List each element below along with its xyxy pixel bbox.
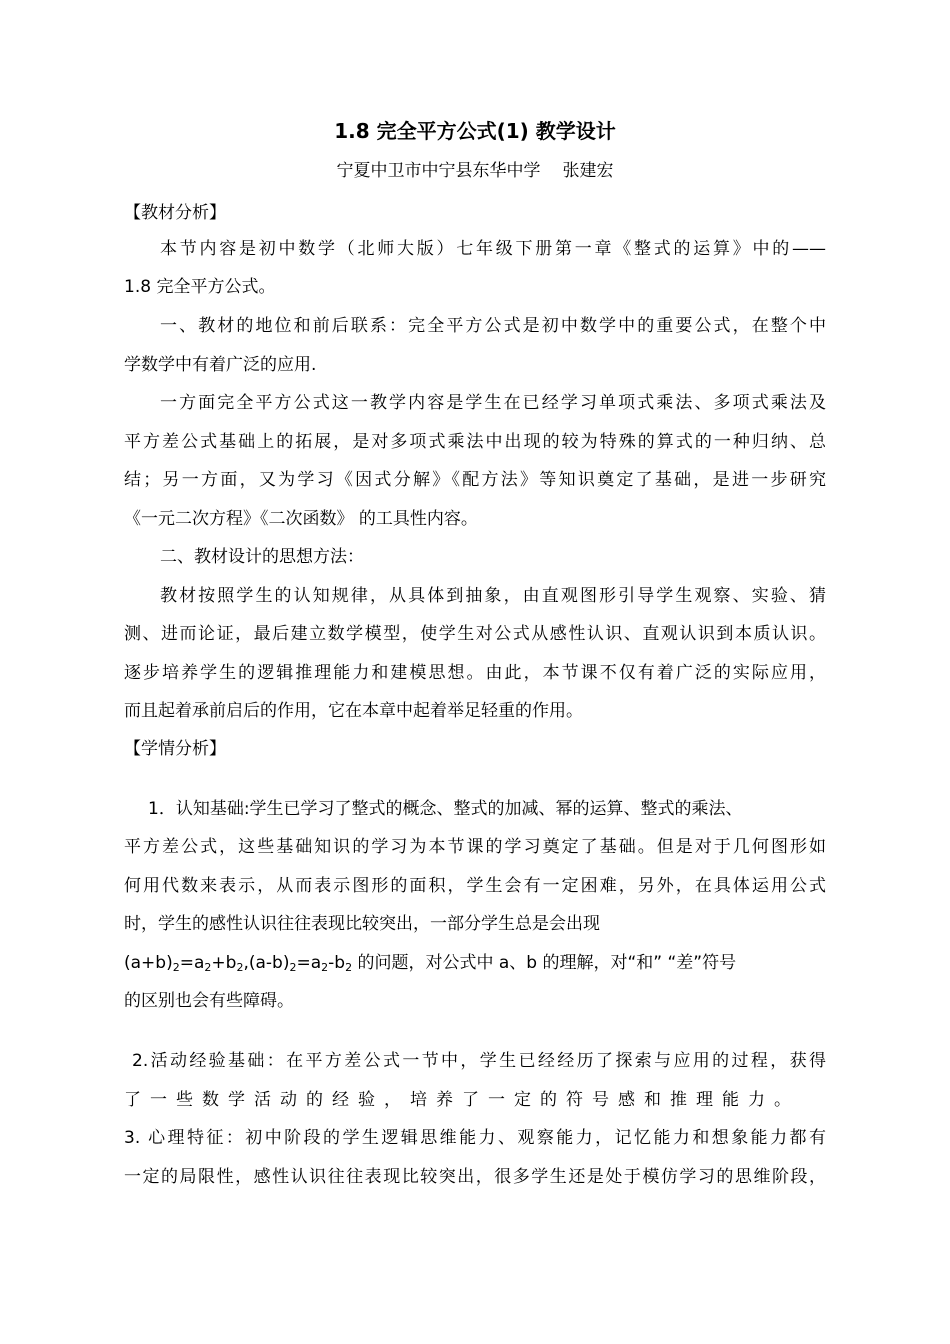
formula-text: -b xyxy=(328,953,346,973)
formula-subscript: 2 xyxy=(345,961,353,974)
paragraph-line: 3. 心理特征：初中阶段的学生逻辑思维能力、观察能力，记忆能力和想象能力都有 xyxy=(124,1128,826,1148)
paragraph-line: 而且起着承前启后的作用，它在本章中起着举足轻重的作用。 xyxy=(124,701,583,721)
formula-text: =a xyxy=(296,953,322,973)
author-school: 宁夏中卫市中宁县东华中学 xyxy=(336,161,541,181)
paragraph-line: 时，学生的感性认识往往表现比较突出，一部分学生总是会出现 xyxy=(124,914,600,934)
paragraph-line: 了一些数学活动的经验，培养了一定的符号感和推理能力。 xyxy=(124,1090,800,1110)
formula-subscript: 2 xyxy=(172,961,180,974)
paragraph-line: 2.活动经验基础：在平方差公式一节中，学生已经经历了探索与应用的过程，获得 xyxy=(132,1051,826,1071)
paragraph-line: 逐步培养学生的逻辑推理能力和建模思想。由此，本节课不仅有着广泛的实际应用， xyxy=(124,663,826,683)
formula-text: ,(a-b) xyxy=(243,953,290,973)
paragraph-line: 《一元二次方程》《二次函数》 的工具性内容。 xyxy=(124,509,478,529)
formula-text: 的问题，对公式中 a、b 的理解，对“和” “差”符号 xyxy=(352,953,737,973)
paragraph-line: 平方差公式，这些基础知识的学习为本节课的学习奠定了基础。但是对于几何图形如 xyxy=(124,837,826,857)
paragraph-line: 平方差公式基础上的拓展，是对多项式乘法中出现的较为特殊的算式的一种归纳、总 xyxy=(124,432,826,452)
formula-subscript: 2 xyxy=(321,961,329,974)
paragraph-line: 本节内容是初中数学（北师大版）七年级下册第一章《整式的运算》中的—— xyxy=(160,239,826,259)
paragraph-line: 1．认知基础:学生已学习了整式的概念、整式的加减、幂的运算、整式的乘法、 xyxy=(148,799,743,819)
paragraph-line: 一方面完全平方公式这一教学内容是学生在已经学习单项式乘法、多项式乘法及 xyxy=(160,393,826,413)
formula-subscript: 2 xyxy=(236,961,244,974)
document-title: 1.8 完全平方公式(1) 教学设计 xyxy=(334,119,616,143)
formula-text: +b xyxy=(211,953,237,973)
paragraph-line: 学数学中有着广泛的应用. xyxy=(124,355,317,375)
formula-line xyxy=(124,949,826,977)
paragraph-line: 1.8 完全平方公式。 xyxy=(124,277,276,297)
paragraph-line: 一、教材的地位和前后联系：完全平方公式是初中数学中的重要公式，在整个中 xyxy=(160,316,826,336)
formula-text: (a+b) xyxy=(124,953,173,973)
formula-subscript: 2 xyxy=(204,961,212,974)
paragraph-line: 测、进而论证，最后建立数学模型，使学生对公式从感性认识、直观认识到本质认识。 xyxy=(124,624,826,644)
author-line xyxy=(0,157,950,185)
paragraph-line: 一定的局限性，感性认识往往表现比较突出，很多学生还是处于模仿学习的思维阶段， xyxy=(124,1167,826,1187)
paragraph-line: 结；另一方面，又为学习《因式分解》《配方法》等知识奠定了基础，是进一步研究 xyxy=(124,470,826,490)
paragraph-line: 何用代数来表示，从而表示图形的面积，学生会有一定困难，另外，在具体运用公式 xyxy=(124,876,826,896)
author-name: 张建宏 xyxy=(562,161,614,181)
formula-text: =a xyxy=(179,953,205,973)
paragraph-line: 的区别也会有些障碍。 xyxy=(124,991,294,1011)
subsection-heading: 二、教材设计的思想方法： xyxy=(160,547,364,567)
formula-subscript: 2 xyxy=(289,961,297,974)
section-heading-material-analysis: 【教材分析】 xyxy=(124,203,226,223)
section-heading-learning-analysis: 【学情分析】 xyxy=(124,739,226,759)
paragraph-line: 教材按照学生的认知规律，从具体到抽象，由直观图形引导学生观察、实验、猜 xyxy=(160,586,826,606)
